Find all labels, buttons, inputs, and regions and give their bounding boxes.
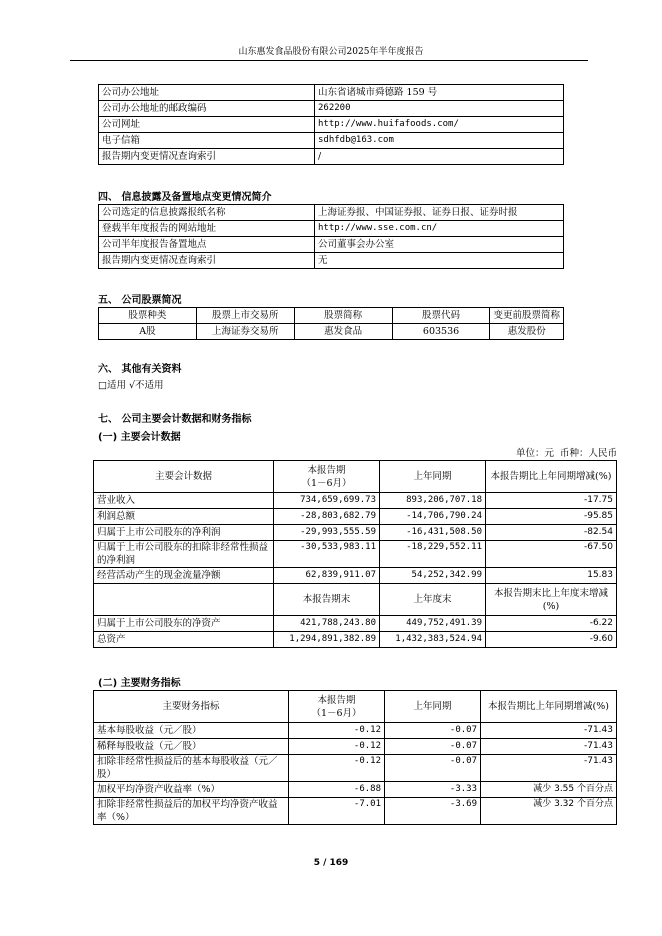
table-row: 公司网址 http://www.huifafoods.com/: [99, 117, 564, 133]
table-row: 营业收入 734,659,699.73 893,206,707.18 -17.75: [94, 493, 617, 509]
table-row: 归属于上市公司股东的净资产 421,788,243.80 449,752,491.39 -6.22: [94, 616, 617, 632]
table-row: 扣除非经常性损益后的基本每股收益（元／股） -0.12 -0.07 -71.43: [94, 755, 617, 782]
table-row: A股 上海证券交易所 惠发食品 603536 惠发股份: [99, 324, 564, 340]
table-row: 归属于上市公司股东的扣除非经常性损益的净利润 -30,533,983.11 -18,229,552.11 -67.50: [94, 541, 617, 568]
unit-note: 单位：元 币种：人民币: [515, 448, 617, 459]
accounting-data-table: [93, 460, 617, 648]
page-number: 5 / 169: [313, 858, 349, 868]
section-4-title: 四、 信息披露及备置地点变更情况简介: [98, 192, 272, 203]
section-7-title: 七、 公司主要会计数据和财务指标: [98, 414, 252, 425]
section-5-title: 五、 公司股票简况: [98, 295, 182, 306]
section-6-title: 六、 其他有关资料: [98, 364, 182, 375]
table-header-row: 主要财务指标 本报告期 （1－6月） 上年同期 本报告期比上年同期增减(%): [94, 691, 617, 723]
table-row: 归属于上市公司股东的净利润 -29,993,555.59 -16,431,508.50 -82.54: [94, 525, 617, 541]
table-row: 加权平均净资产收益率（%） -6.88 -3.33 减少 3.55 个百分点: [94, 782, 617, 798]
applicability-options: □适用 √不适用: [98, 380, 164, 391]
stock-table: [98, 307, 564, 340]
table-row: 公司半年度报告备置地点 公司董事会办公室: [99, 237, 564, 253]
financial-indicators-table: [93, 690, 617, 825]
table-row: 总资产 1,294,891,382.89 1,432,383,524.94 -9.60: [94, 632, 617, 648]
table-row: 报告期内变更情况查询索引 无: [99, 253, 564, 269]
table-row: 扣除非经常性损益后的加权平均净资产收益率（%） -7.01 -3.69 减少 3.32 个百分点: [94, 798, 617, 825]
header-divider: [70, 60, 588, 61]
table-row: 基本每股收益（元／股） -0.12 -0.07 -71.43: [94, 723, 617, 739]
page-header: 山东惠发食品股份有限公司2025年半年度报告: [238, 47, 424, 57]
disclosure-table: [98, 204, 564, 269]
table-row: 登载半年度报告的网站地址 http://www.sse.com.cn/: [99, 221, 564, 237]
table-row: 公司办公地址的邮政编码 262200: [99, 101, 564, 117]
table-row: 稀释每股收益（元／股） -0.12 -0.07 -71.43: [94, 739, 617, 755]
table-header-row: 主要会计数据 本报告期 （1－6月） 上年同期 本报告期比上年同期增减(%): [94, 461, 617, 493]
subsection-1-title: (一) 主要会计数据: [98, 432, 181, 443]
table-row: 利润总额 -28,803,682.79 -14,706,790.24 -95.85: [94, 509, 617, 525]
table-row: 经营活动产生的现金流量净额 62,839,911.07 54,252,342.99 15.83: [94, 568, 617, 584]
contact-table: [98, 84, 564, 165]
subsection-2-title: (二) 主要财务指标: [98, 678, 181, 689]
table-row: 电子信箱 sdhfdb@163.com: [99, 133, 564, 149]
table-header-row: 股票种类 股票上市交易所 股票简称 股票代码 变更前股票简称: [99, 308, 564, 324]
table-row: 报告期内变更情况查询索引 /: [99, 149, 564, 165]
table-row: 公司办公地址 山东省诸城市舜德路 159 号: [99, 85, 564, 101]
table-row: 公司选定的信息披露报纸名称 上海证券报、中国证券报、证券日报、证券时报: [99, 205, 564, 221]
table-header-row: 本报告期末 上年度末 本报告期末比上年度末增减(%): [94, 584, 617, 616]
